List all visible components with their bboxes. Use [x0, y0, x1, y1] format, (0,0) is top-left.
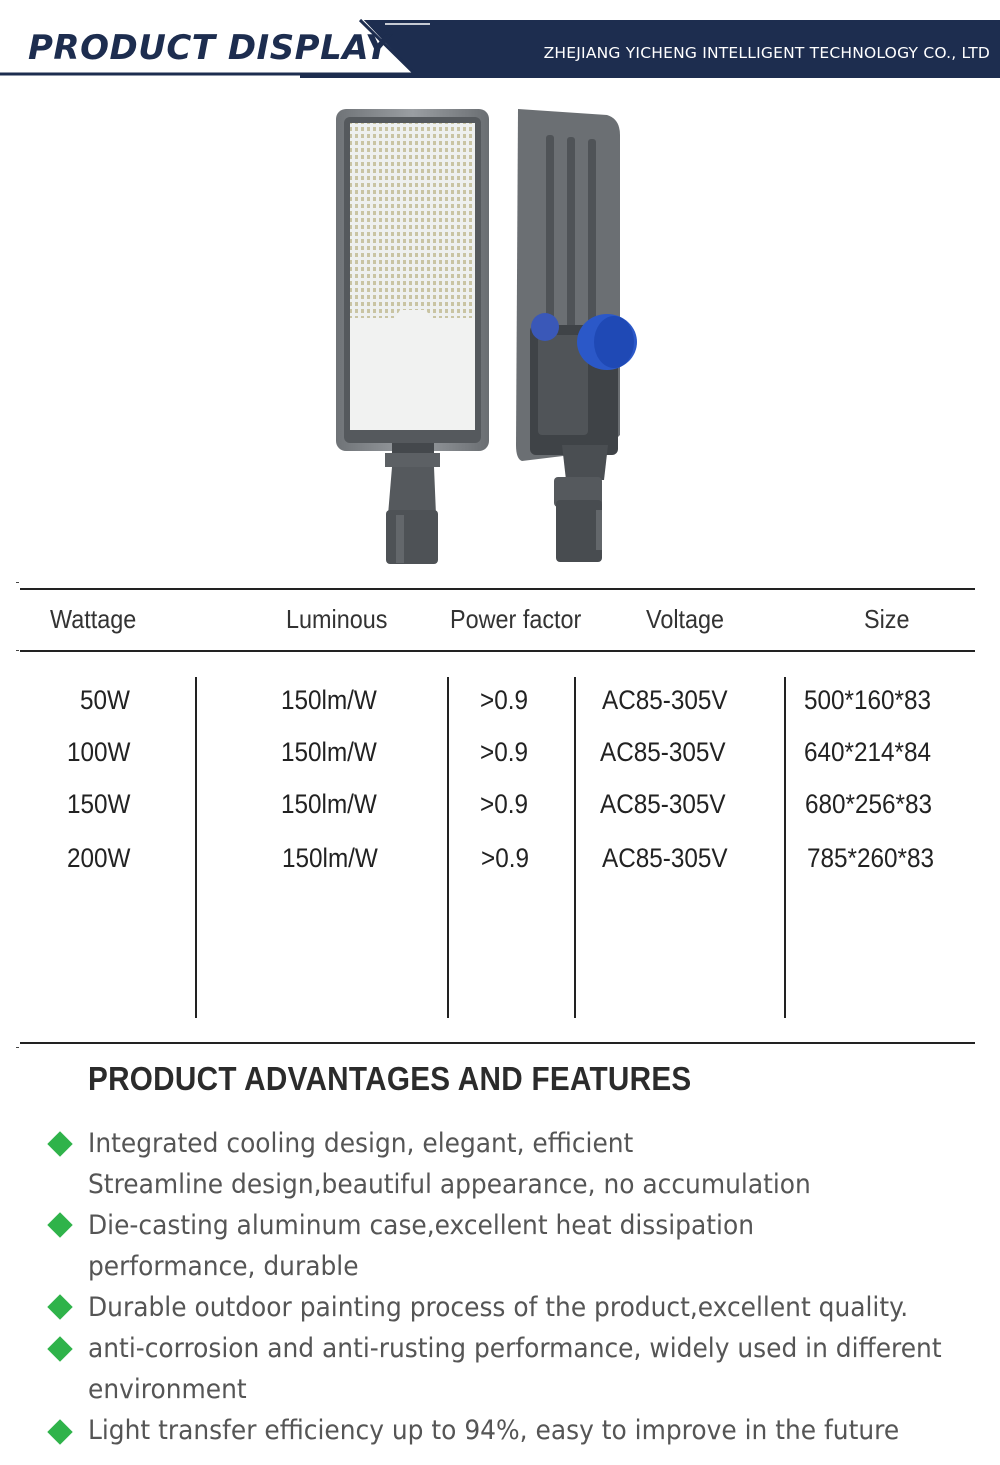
cell-size: 640*214*84	[804, 737, 932, 767]
cell-luminous: 150lm/W	[281, 737, 377, 767]
green-diamond-bullet-icon	[47, 1131, 72, 1156]
cell-power-factor: >0.9	[480, 685, 528, 715]
cell-wattage: 50W	[80, 685, 130, 715]
header-luminous: Luminous	[286, 604, 388, 634]
table-tick-header	[16, 650, 19, 651]
header-banner	[0, 16, 1000, 78]
cell-wattage: 200W	[67, 843, 131, 873]
cell-voltage: AC85-305V	[600, 789, 726, 819]
table-tick-bottom	[16, 1047, 19, 1048]
green-diamond-bullet-icon	[47, 1212, 72, 1237]
feature-line: performance, durable	[88, 1251, 359, 1282]
feature-line: Die-casting aluminum case,excellent heat dissipation	[88, 1210, 754, 1241]
column-divider	[447, 677, 449, 1018]
cell-luminous: 150lm/W	[281, 685, 377, 715]
cell-wattage: 150W	[67, 789, 131, 819]
table-header-rule	[20, 650, 975, 652]
column-divider	[784, 677, 786, 1018]
green-diamond-bullet-icon	[47, 1419, 72, 1444]
feature-line: Light transfer efficiency up to 94%, easy to improve in the future	[88, 1415, 900, 1446]
company-name: ZHEJIANG YICHENG INTELLIGENT TECHNOLOGY CO., LTD	[543, 44, 990, 62]
header-size: Size	[864, 604, 910, 634]
cell-power-factor: >0.9	[480, 789, 528, 819]
cell-luminous: 150lm/W	[281, 789, 377, 819]
cell-voltage: AC85-305V	[602, 685, 728, 715]
header-power-factor: Power factor	[450, 604, 582, 634]
cell-size: 680*256*83	[805, 789, 933, 819]
column-divider	[195, 677, 197, 1018]
table-bottom-rule	[20, 1042, 975, 1044]
feature-line: anti-corrosion and anti-rusting performance, widely used in different	[88, 1333, 942, 1364]
cell-wattage: 100W	[67, 737, 131, 767]
page-title: PRODUCT DISPLAY	[28, 28, 391, 68]
feature-line: environment	[88, 1374, 247, 1405]
column-divider	[574, 677, 576, 1018]
header-wattage: Wattage	[50, 604, 137, 634]
cell-size: 500*160*83	[804, 685, 932, 715]
header-voltage: Voltage	[646, 604, 725, 634]
features-heading: PRODUCT ADVANTAGES AND FEATURES	[88, 1060, 692, 1097]
cell-voltage: AC85-305V	[600, 737, 726, 767]
table-top-rule	[20, 588, 975, 590]
cell-power-factor: >0.9	[480, 737, 528, 767]
cell-power-factor: >0.9	[481, 843, 529, 873]
street-light-back-image	[512, 105, 647, 570]
feature-line: Integrated cooling design, elegant, efficient	[88, 1128, 634, 1159]
cell-size: 785*260*83	[807, 843, 935, 873]
feature-line: Streamline design,beautiful appearance, no accumulation	[88, 1169, 811, 1200]
street-light-front-image	[330, 105, 495, 570]
green-diamond-bullet-icon	[47, 1336, 72, 1361]
table-tick-top	[16, 582, 19, 583]
green-diamond-bullet-icon	[47, 1294, 72, 1319]
cell-luminous: 150lm/W	[282, 843, 378, 873]
feature-line: Durable outdoor painting process of the product,excellent quality.	[88, 1292, 909, 1323]
cell-voltage: AC85-305V	[602, 843, 728, 873]
